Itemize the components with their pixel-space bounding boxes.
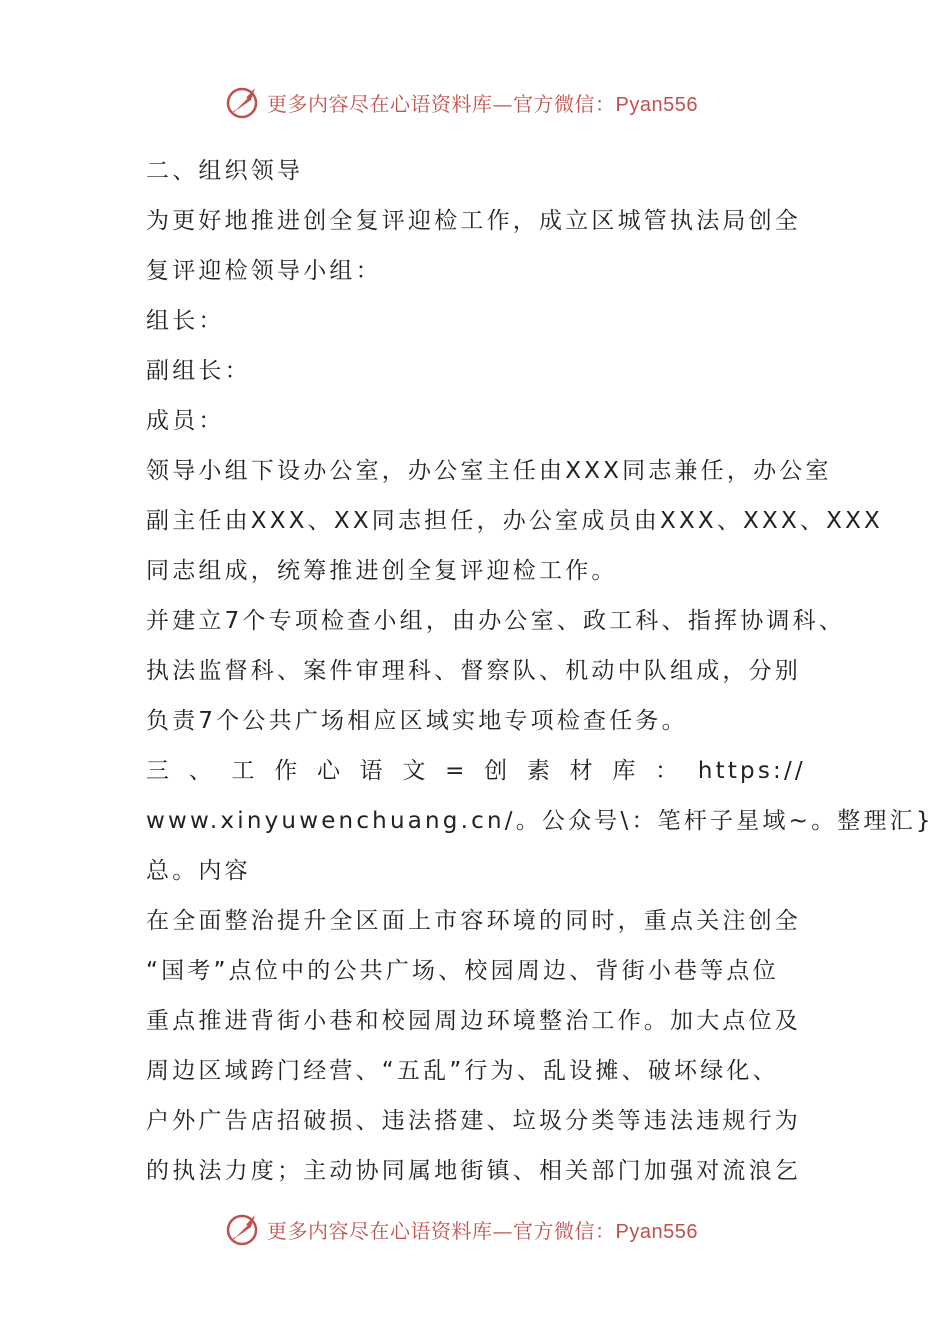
text-line: 户外广告店招破损、违法搭建、垃圾分类等违法违规行为 <box>146 1108 801 1134</box>
text-line: 复评迎检领导小组： <box>146 258 382 284</box>
justified-char: 文 <box>402 758 429 784</box>
text-line: 的执法力度；主动协同属地街镇、相关部门加强对流浪乞 <box>146 1158 801 1184</box>
justified-char: 心 <box>316 758 344 784</box>
text-line: 成员： <box>146 408 225 434</box>
justified-char: 材 <box>569 758 596 784</box>
banner-text: 更多内容尽在心语资料库—官方微信：Pyan556 <box>267 1218 698 1243</box>
justified-char: 库 <box>612 758 639 784</box>
header-banner[interactable] <box>225 82 698 122</box>
text-line: 副主任由XXX、XX同志担任，办公室成员由XXX、XXX、XXX <box>146 508 883 534</box>
text-line: 在全面整治提升全区面上市容环境的同时，重点关注创全 <box>146 908 801 934</box>
justified-char: 语 <box>359 758 386 784</box>
text-line: 并建立7个专项检查小组，由办公室、政工科、指挥协调科、 <box>146 608 846 634</box>
text-line: 负责7个公共广场相应区域实地专项检查任务。 <box>146 708 688 734</box>
text-line: 周边区域跨门经营、“五乱”行为、乱设摊、破坏绿化、 <box>146 1058 779 1084</box>
justified-char: 工 <box>231 758 258 784</box>
justified-line <box>146 746 806 796</box>
justified-char: https:// <box>697 758 806 784</box>
text-line: 组长： <box>146 308 225 334</box>
text-line: 副组长： <box>146 358 251 384</box>
document-body <box>146 146 934 1196</box>
justified-char: = <box>445 758 468 784</box>
text-line: www.xinyuwenchuang.cn/。公众号\：笔杆子星域~。整理汇} <box>146 808 934 834</box>
text-line: 重点推进背街小巷和校园周边环境整治工作。加大点位及 <box>146 1008 801 1034</box>
justified-char: 、 <box>188 758 215 784</box>
justified-char: 素 <box>526 758 554 784</box>
text-line: “国考”点位中的公共广场、校园周边、背街小巷等点位 <box>146 958 779 984</box>
justified-char: ： <box>655 758 682 784</box>
justified-char: 三 <box>146 758 173 784</box>
justified-char: 创 <box>484 758 511 784</box>
text-line: 领导小组下设办公室，办公室主任由XXX同志兼任，办公室 <box>146 458 832 484</box>
text-line: 二、组织领导 <box>146 158 304 184</box>
quill-logo-icon <box>225 1211 261 1247</box>
footer-banner[interactable] <box>225 1209 698 1249</box>
banner-text: 更多内容尽在心语资料库—官方微信：Pyan556 <box>267 91 698 116</box>
text-line: 为更好地推进创全复评迎检工作，成立区城管执法局创全 <box>146 208 801 234</box>
text-line: 执法监督科、案件审理科、督察队、机动中队组成，分别 <box>146 658 801 684</box>
quill-logo-icon <box>225 84 261 120</box>
text-line: 同志组成，统筹推进创全复评迎检工作。 <box>146 558 618 584</box>
justified-char: 作 <box>274 758 301 784</box>
text-line: 总。内容 <box>146 858 251 884</box>
